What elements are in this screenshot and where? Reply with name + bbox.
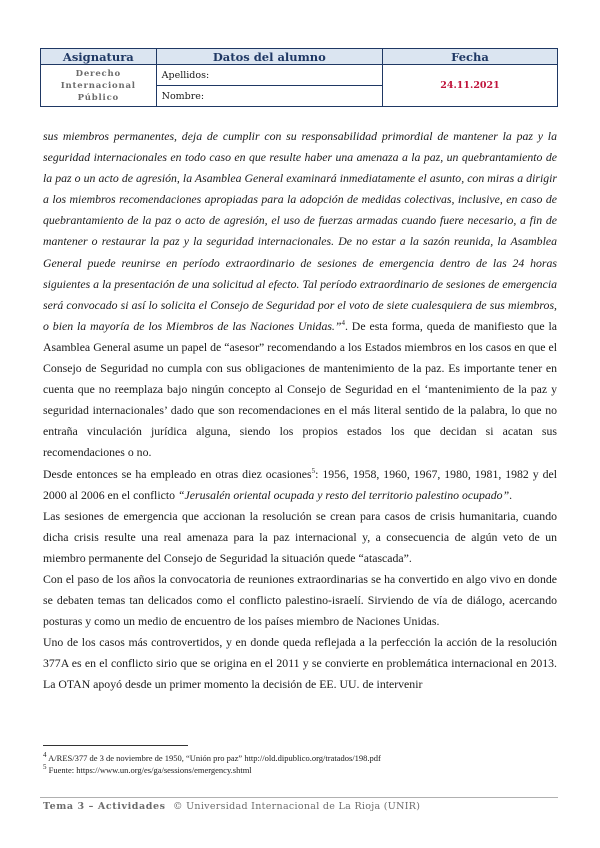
footnote-5-text: Fuente: https://www.un.org/es/ga/sessions/emergency.shtml (46, 765, 252, 775)
footnote-divider (43, 745, 188, 746)
conflict-title: “Jerusalén oriental ocupada y resto del territorio palestino ocupado” (177, 487, 510, 502)
quoted-resolution-text: sus miembros permanentes, deja de cumplir con su responsabilidad primordial de mantener la paz y la seguridad internacionales en todo caso en que resulte haber una amenaza a la paz, un quebrantamiento de la paz o un acto de agresión, la Asamblea General examinará inmediatamente el asunto, con miras a dirigir a los miembros recomendaciones apropiadas para la adopción de medidas colectivas, inclusive, en caso de quebrantamiento de la paz o acto de agresión, el uso de fuerzas armadas cuando fuere necesario, a fin de mantener o restaurar la paz y la seguridad internacionales. De no estar a la sazón reunida, la Asamblea General puede reunirse en período extraordinario de sesiones de emergencia dentro de las 24 horas siguientes a la presentación de una solicitud al efecto. Tal período extraordinario de sesiones de emergencia será convocado si así lo solicita el Consejo de Seguridad por el voto de siete cualesquiera de sus miembros, o bien la mayoría de los Miembros de las Naciones Unidas.” (43, 129, 557, 333)
paragraph-2-start: Desde entonces se ha empleado en otras diez ocasiones (43, 466, 312, 481)
student-data-header: Datos del alumno (156, 49, 382, 65)
footer-divider (40, 797, 558, 798)
document-body (43, 126, 557, 696)
page-footer (43, 801, 421, 812)
subject-header: Asignatura (41, 49, 157, 65)
subject-cell (41, 65, 157, 107)
paragraph-4: Con el paso de los años la convocatoria de reuniones extraordinarias se ha convertido en algo vivo en donde se debaten temas tan delicados como el conflicto palestino-israelí. Sirviendo de vía de diálogo, acercando posturas y como un medio de encuentro de los países miembro de Naciones Unidas. (43, 571, 557, 629)
footnote-4-text: A/RES/377 de 3 de noviembre de 1950, “Unión pro paz” http://old.dipublico.org/tratados/198.pdf (46, 753, 381, 763)
footer-course: Tema 3 – Actividades (43, 801, 166, 812)
footnote-5-number: 5 (43, 763, 47, 772)
paragraph-5: Uno de los casos más controvertidos, y en donde queda reflejada a la perfección la acción de la resolución 377A es en el conflicto sirio que se origina en el 2011 y se convierte en problemática internacional en 2013. La OTAN apoyó desde un primer momento la decisión de EE. UU. de intervenir (43, 635, 557, 692)
footer-copyright: © Universidad Internacional de La Rioja (UNIR) (173, 801, 421, 812)
footnotes (43, 752, 557, 776)
subject-line-2: Internacional (60, 80, 136, 91)
date-header: Fecha (383, 49, 558, 65)
footnote-4-number: 4 (43, 751, 47, 760)
paragraph-1-rest: . De esta forma, queda de manifiesto que la Asamblea General asume un papel de “asesor” recomendando a los Estados miembros en los casos en que el Consejo de Seguridad no cumpla con sus obligaciones de mantenimiento de la paz. Es importante tener en cuenta que no reemplaza bajo ningún concepto al Consejo de Seguridad en el ‘mantenimiento de la paz y seguridad internacionales’ dado que son recomendaciones en el más literal sentido de la palabra, lo que no entraña vinculación jurídica alguna, siendo los propios estados los que decidan si acatan sus recomendaciones o no. (43, 318, 557, 460)
footnote-ref-5: 5 (311, 466, 316, 475)
paragraph-3: Las sesiones de emergencia que accionan la resolución se crean para casos de crisis humanitaria, cuando dicha crisis resulte una real amenaza para la paz internacional y, a consecuencia de algún veto de un miembro permanente del Consejo de Seguridad la situación quede “atascada”. (43, 508, 557, 565)
paragraph-2-end: . (509, 487, 513, 502)
paragraph-2 (43, 464, 557, 506)
name-field: Nombre: (156, 86, 382, 107)
date-value: 24.11.2021 (383, 65, 558, 107)
footnote-5 (43, 764, 557, 776)
subject-line-1: Derecho (75, 68, 121, 79)
surname-field: Apellidos: (156, 65, 382, 86)
footnote-ref-4: 4 (341, 318, 345, 327)
paragraph-1 (43, 126, 557, 464)
header-table (40, 48, 558, 107)
subject-line-3: Público (77, 92, 120, 103)
paragraph-2-mid: : 1956, 1958, 1960, 1967, 1980, 1981, 1982 y del 2000 al 2006 en el conflicto (43, 466, 557, 502)
footnote-4 (43, 752, 557, 764)
